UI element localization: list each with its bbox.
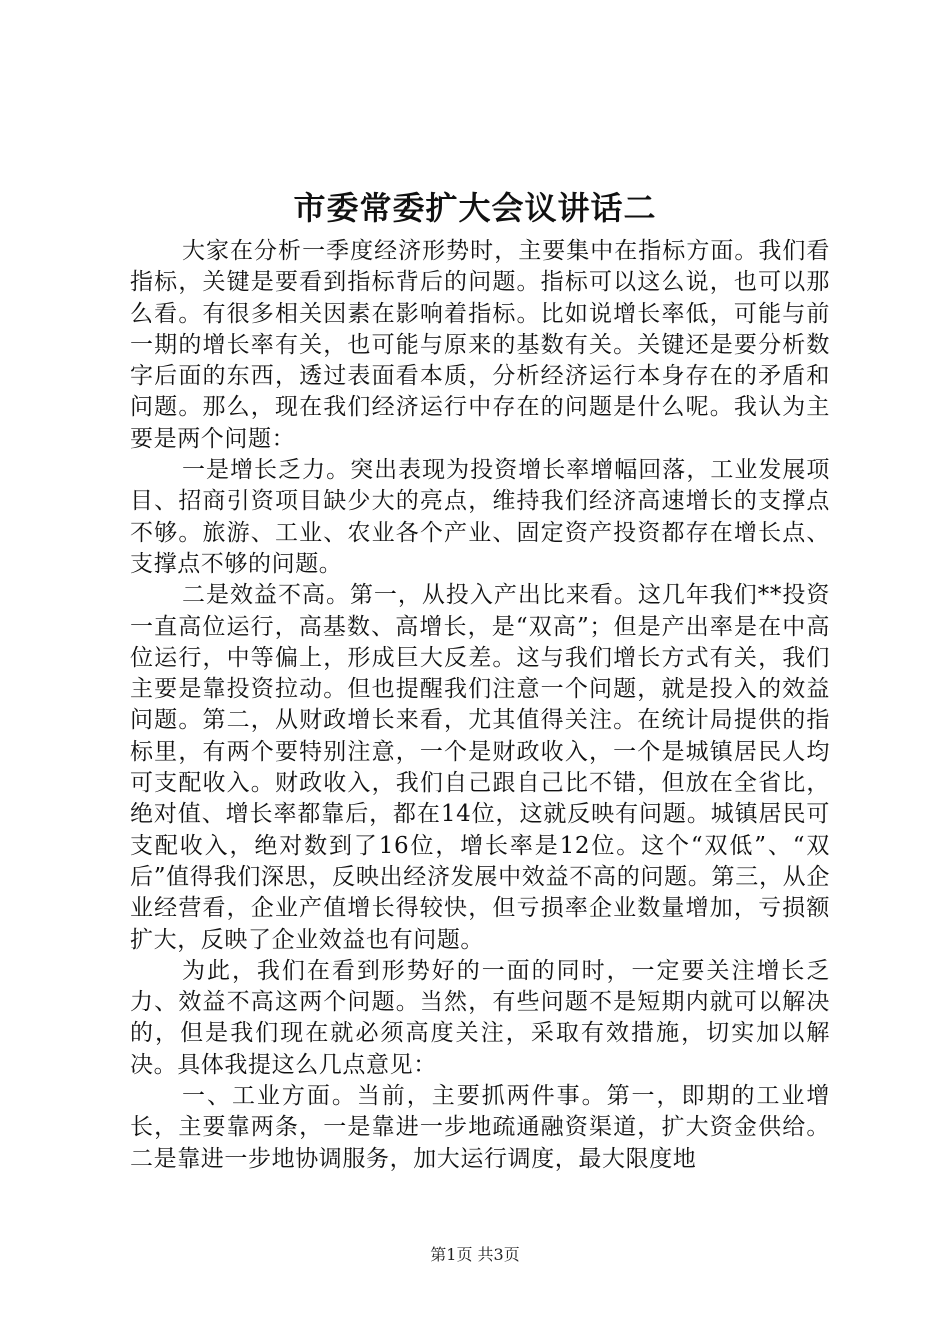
paragraph: 为此，我们在看到形势好的一面的同时，一定要关注增长乏力、效益不高这两个问题。当然，有些问题不是短期内就可以解决的，但是我们现在就必须高度关注，采取有效措施，切实加以解决。具体我提这么几点意见： (130, 957, 830, 1078)
document-title: 市委常委扩大会议讲话二 (293, 189, 657, 227)
paragraph: 大家在分析一季度经济形势时，主要集中在指标方面。我们看指标，关键是要看到指标背后的问题。指标可以这么说，也可以那么看。有很多相关因素在影响着指标。比如说增长率低，可能与前一期的增长率有关，也可能与原来的基数有关。关键还是要分析数字后面的东西，透过表面看本质，分析经济运行本身存在的矛盾和问题。那么，现在我们经济运行中存在的问题是什么呢。我认为主要是两个问题： (130, 238, 830, 452)
paragraph: 一、工业方面。当前，主要抓两件事。第一，即期的工业增长，主要靠两条，一是靠进一步地疏通融资渠道，扩大资金供给。二是靠进一步地协调服务，加大运行调度，最大限度地 (130, 1083, 830, 1172)
paragraph: 一是增长乏力。突出表现为投资增长率增幅回落，工业发展项目、招商引资项目缺少大的亮点，维持我们经济高速增长的支撑点不够。旅游、工业、农业各个产业、固定资产投资都存在增长点、支撑点不够的问题。 (130, 457, 830, 577)
document-body (130, 236, 830, 1175)
page-footer (0, 1243, 950, 1267)
page-indicator: 第1页 共3页 (430, 1245, 520, 1264)
paragraph: 二是效益不高。第一，从投入产出比来看。这几年我们**投资一直高位运行，高基数、高增长，是“双高”；但是产出率是在中高位运行，中等偏上，形成巨大反差。这与我们增长方式有关，我们主要是靠投资拉动。但也提醒我们注意一个问题，就是投入的效益问题。第二，从财政增长来看，尤其值得关注。在统计局提供的指标里，有两个要特别注意，一个是财政收入，一个是城镇居民人均可支配收入。财政收入，我们自己跟自己比不错，但放在全省比，绝对值、增长率都靠后，都在14位，这就反映有问题。城镇居民可支配收入，绝对数到了16位，增长率是12位。这个“双低”、“双后”值得我们深思，反映出经济发展中效益不高的问题。第三，从企业经营看，企业产值增长得较快，但亏损率企业数量增加，亏损额扩大，反映了企业效益也有问题。 (130, 582, 830, 953)
